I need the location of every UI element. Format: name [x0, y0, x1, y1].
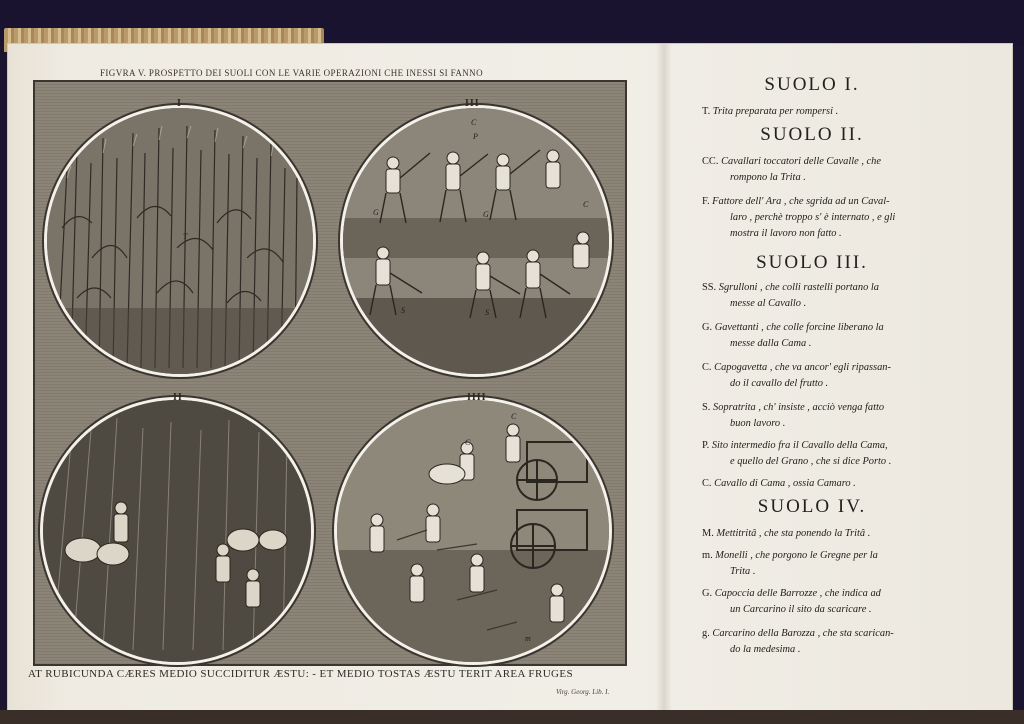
scene-numeral-4: IIII [467, 392, 487, 403]
scene-letter-g2: G [483, 210, 489, 219]
plate-title: FIGVRA V. PROSPETTO DEI SUOLI CON LE VARIE OPERAZIONI CHE INESSI SI FANNO [100, 68, 483, 78]
harvest-illustration [43, 400, 311, 662]
legend-entry: M. Mettitritâ , che sta ponendo la Tritâ . [702, 528, 871, 539]
legend-entry: SS. Sgrulloni , che colli rastelli portano la messe al Cavallo . [702, 282, 879, 309]
scene-letter-c3: C [511, 412, 517, 421]
legend-entry: m. Monelli , che porgono le Gregne per la Trita . [702, 550, 878, 577]
scene-letter-c2: C [583, 200, 589, 209]
scene-numeral-3: III [465, 98, 480, 109]
carts-and-sheaves-illustration [337, 400, 609, 662]
scene-suolo-3 [343, 108, 609, 374]
threshing-workers-illustration [343, 108, 609, 374]
suolo-2-heading: SUOLO II. [760, 124, 864, 145]
scene-numeral-2: II [173, 392, 183, 403]
scene-numeral-1: I [177, 98, 182, 109]
scene-letter-m: m [525, 634, 531, 643]
scene-letter-g1: G [373, 208, 379, 217]
scene-letter-p: P [473, 132, 478, 141]
legend-entry: C. Cavallo di Cama , ossia Camaro . [702, 478, 856, 489]
legend-entry: F. Fattore dell' Ara , che sgrida ad un Caval- laro , perchè troppo s' è internato , e gli mostra il lavoro non fatto . [702, 196, 896, 239]
legend-entry: P. Sito intermedio fra il Cavallo della Cama, e quello del Grano , che si dice Porto . [702, 440, 892, 467]
legend-entry: T. Trita preparata per rompersi . [702, 106, 839, 117]
scene-letter-t: T [183, 232, 188, 241]
standing-grain-illustration [47, 108, 313, 374]
scene-suolo-2 [43, 400, 311, 662]
scene-letter-c1: C [471, 118, 477, 127]
scene-suolo-1 [47, 108, 313, 374]
suolo-3-heading: SUOLO III. [756, 252, 868, 273]
suolo-4-heading: SUOLO IV. [757, 496, 867, 517]
legend-entry: g. Carcarino della Barozza , che sta scarican- do la medesima . [702, 628, 894, 655]
scene-suolo-4 [337, 400, 609, 662]
legend-entry: S. Sopratrita , ch' insiste , acciò venga fatto buon lavoro . [702, 402, 885, 429]
legend-entry: C. Capogavetta , che va ancor' egli ripassan- do il cavallo del frutto . [702, 362, 891, 389]
engraving-plate [33, 80, 627, 666]
legend-entry: G. Gavettanti , che colle forcine liberano la messe dalla Cama . [702, 322, 884, 349]
legend-entry: G. Capoccia delle Barrozze , che indica ad un Carcarino il sito da scaricare . [702, 588, 881, 615]
scene-letter-s2: S [485, 308, 489, 317]
background-bottom [0, 710, 1024, 724]
plate-motto: AT RUBICUNDA CÆRES MEDIO SUCCIDITUR ÆSTU: - ET MEDIO TOSTAS ÆSTU TERIT AREA FRUGES [28, 668, 574, 680]
plate-source: Virg. Georg. Lib. I. [556, 688, 610, 696]
legend-entry: CC. Cavallari toccatori delle Cavalle , che rompono la Trita . [702, 156, 881, 183]
page-fold [656, 44, 672, 712]
scene-letter-c4: C [465, 438, 471, 447]
suolo-1-heading: SUOLO I. [764, 74, 860, 95]
scene-letter-s1: S [401, 306, 405, 315]
